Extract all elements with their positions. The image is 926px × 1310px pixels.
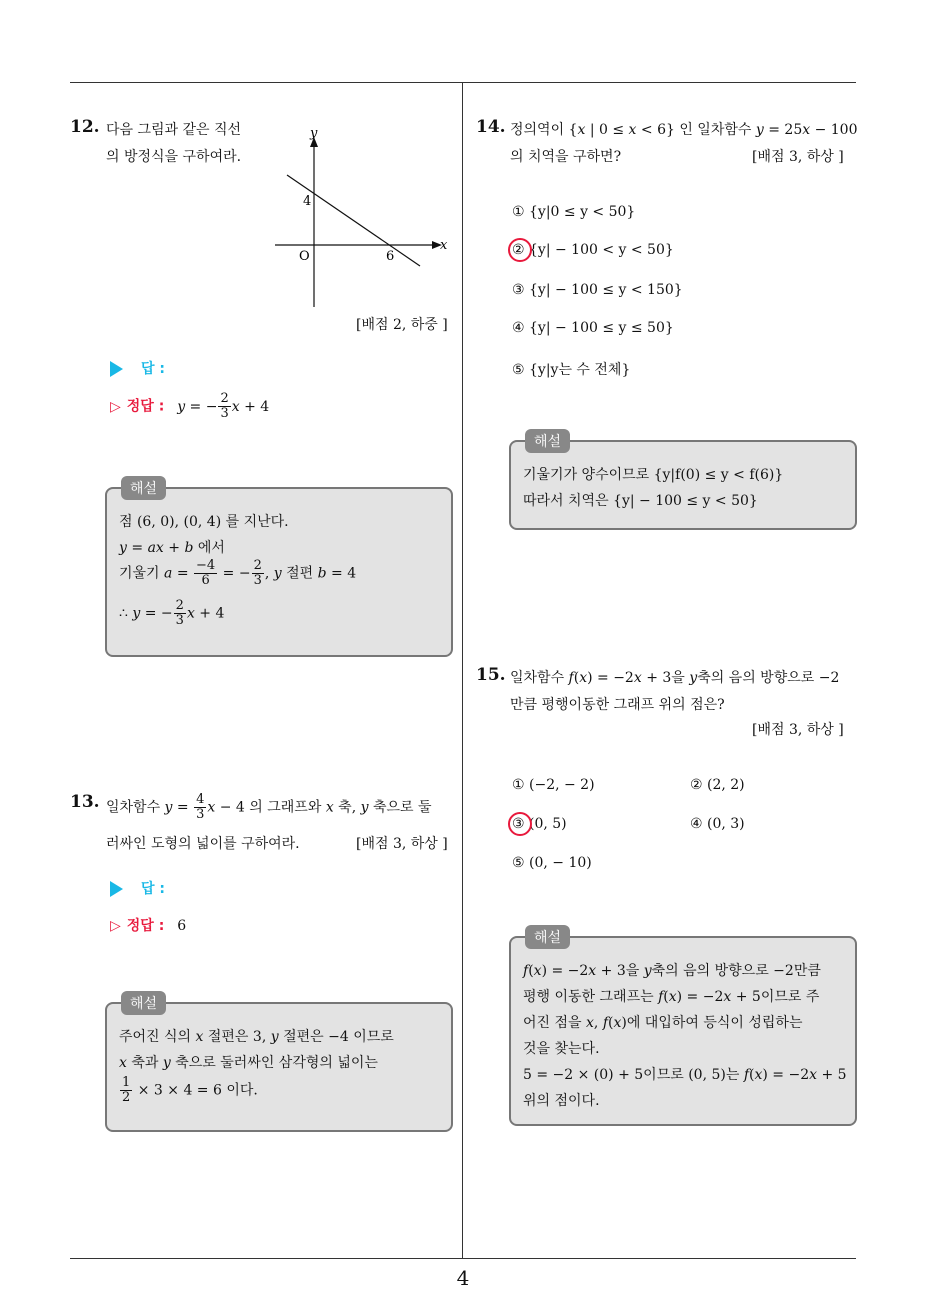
q12-graph-x-intercept: 6 <box>386 249 395 264</box>
q13-text-line1: 일차함수 y = $\frac{4}{3}$ x − 4 의 그래프와 x 축, y 축으로 둘 <box>106 792 432 822</box>
q13-solution-line2: x 축과 y 축으로 둘러싸인 삼각형의 넓이는 <box>119 1055 378 1071</box>
q15-option-3[interactable]: ③ (0, 5) <box>512 816 567 832</box>
q12-correct-row <box>110 392 269 421</box>
q15-option-1[interactable]: ① (−2, − 2) <box>512 777 595 793</box>
q12-correct-value: y = − $\frac{2}{3}$ x + 4 <box>177 391 270 421</box>
q15-solution-line3: 어진 점을 x, f(x)에 대입하여 등식이 성립하는 <box>523 1015 803 1031</box>
q14-text-line2: 의 치역을 구하면? <box>510 149 622 165</box>
top-rule <box>70 82 856 83</box>
q12-graph-origin: O <box>299 249 310 264</box>
q15-option-5[interactable]: ⑤ (0, − 10) <box>512 855 592 871</box>
q13-solution-box <box>105 996 453 1132</box>
q12-number: 12. <box>70 117 100 137</box>
q14-option-5[interactable]: ⑤ {y|y는 수 전체} <box>512 362 631 378</box>
q14-points: [배점 3, 하상 ] <box>752 149 844 165</box>
q14-solution-box <box>509 434 857 530</box>
q12-points: [배점 2, 하중 ] <box>356 317 448 333</box>
q15-solution-line6: 위의 점이다. <box>523 1093 600 1109</box>
q13-answer-label: 답 : <box>141 881 165 897</box>
q14-marked-circle-icon <box>508 238 532 262</box>
q12-answer-label: 답 : <box>141 361 165 377</box>
play-icon <box>110 361 123 377</box>
q12-correct-label: 정답 : <box>126 398 165 415</box>
q15-solution-tag: 해설 <box>525 925 570 949</box>
q13-solution-line1: 주어진 식의 x 절편은 3, y 절편은 −4 이므로 <box>119 1029 394 1045</box>
q15-marked-circle-icon <box>508 812 532 836</box>
q12-graph-x-label: x <box>440 238 448 253</box>
q14-text-line1: 정의역이 {x | 0 ≤ x < 6} 인 일차함수 y = 25x − 100 <box>510 122 858 138</box>
q12-graph <box>270 125 455 310</box>
q13-correct-label: 정답 : <box>126 918 165 934</box>
q14-solution-line2: 따라서 치역은 {y| − 100 ≤ y < 50} <box>523 493 758 509</box>
q14-option-3[interactable]: ③ {y| − 100 ≤ y < 150} <box>512 282 683 298</box>
q14-solution-line1: 기울기가 양수이므로 {y|f(0) ≤ y < f(6)} <box>523 467 784 483</box>
q13-number: 13. <box>70 792 100 812</box>
q13-correct-value: 6 <box>177 918 187 934</box>
q12-solution-line1: 점 (6, 0), (0, 4) 를 지난다. <box>119 514 289 530</box>
outline-triangle-icon: ▷ <box>110 918 121 934</box>
q15-solution-line2: 평행 이동한 그래프는 f(x) = −2x + 5이므로 주 <box>523 989 820 1005</box>
q13-answer-row <box>110 878 165 898</box>
q15-option-4[interactable]: ④ (0, 3) <box>690 816 745 832</box>
q13-text-line2: 러싸인 도형의 넓이를 구하여라. <box>106 836 300 852</box>
q13-points: [배점 3, 하상 ] <box>356 836 448 852</box>
play-icon <box>110 881 123 897</box>
q12-text-line1: 다음 그림과 같은 직선 <box>106 122 242 138</box>
q12-graph-y-intercept: 4 <box>303 194 312 209</box>
q15-text-line2: 만큼 평행이동한 그래프 위의 점은? <box>510 697 725 713</box>
column-divider <box>462 83 463 1259</box>
q13-correct-row <box>110 915 186 935</box>
q15-solution-box <box>509 930 857 1126</box>
q12-answer-row <box>110 358 165 378</box>
q12-solution-box <box>105 481 453 657</box>
q13-solution-line3: $\frac{1}{2}$ × 3 × 4 = 6 이다. <box>122 1075 258 1105</box>
q14-number: 14. <box>476 117 506 137</box>
q12-solution-tag: 해설 <box>121 476 166 500</box>
q15-solution-line4: 것을 찾는다. <box>523 1041 600 1057</box>
q12-solution-line3: 기울기 a = $\frac{-4}{6}$ = − $\frac{2}{3}$ , y 절편 b = 4 <box>119 558 357 588</box>
outline-triangle-icon: ▷ <box>110 398 121 415</box>
q15-points: [배점 3, 하상 ] <box>752 722 844 738</box>
q15-text-line1: 일차함수 f(x) = −2x + 3을 y축의 음의 방향으로 −2 <box>510 670 840 686</box>
q14-option-4[interactable]: ④ {y| − 100 ≤ y ≤ 50} <box>512 320 674 336</box>
q12-graph-y-label: y <box>310 126 318 141</box>
q13-solution-tag: 해설 <box>121 991 166 1015</box>
q14-option-2[interactable]: ② {y| − 100 < y < 50} <box>512 242 674 258</box>
q15-solution-line5: 5 = −2 × (0) + 5이므로 (0, 5)는 f(x) = −2x + 5 <box>523 1067 847 1083</box>
q12-solution-line4: ∴ y = − $\frac{2}{3}$ x + 4 <box>119 598 225 628</box>
q12-text-line2: 의 방정식을 구하여라. <box>106 149 242 165</box>
q14-option-1[interactable]: ① {y|0 ≤ y < 50} <box>512 204 636 220</box>
bottom-rule <box>70 1258 856 1259</box>
q12-solution-line2: y = ax + b 에서 <box>119 540 225 556</box>
q15-number: 15. <box>476 665 506 685</box>
q14-solution-tag: 해설 <box>525 429 570 453</box>
q15-option-2[interactable]: ② (2, 2) <box>690 777 745 793</box>
page-number: 4 <box>456 1266 470 1290</box>
q15-solution-line1: f(x) = −2x + 3을 y축의 음의 방향으로 −2만큼 <box>523 963 821 979</box>
